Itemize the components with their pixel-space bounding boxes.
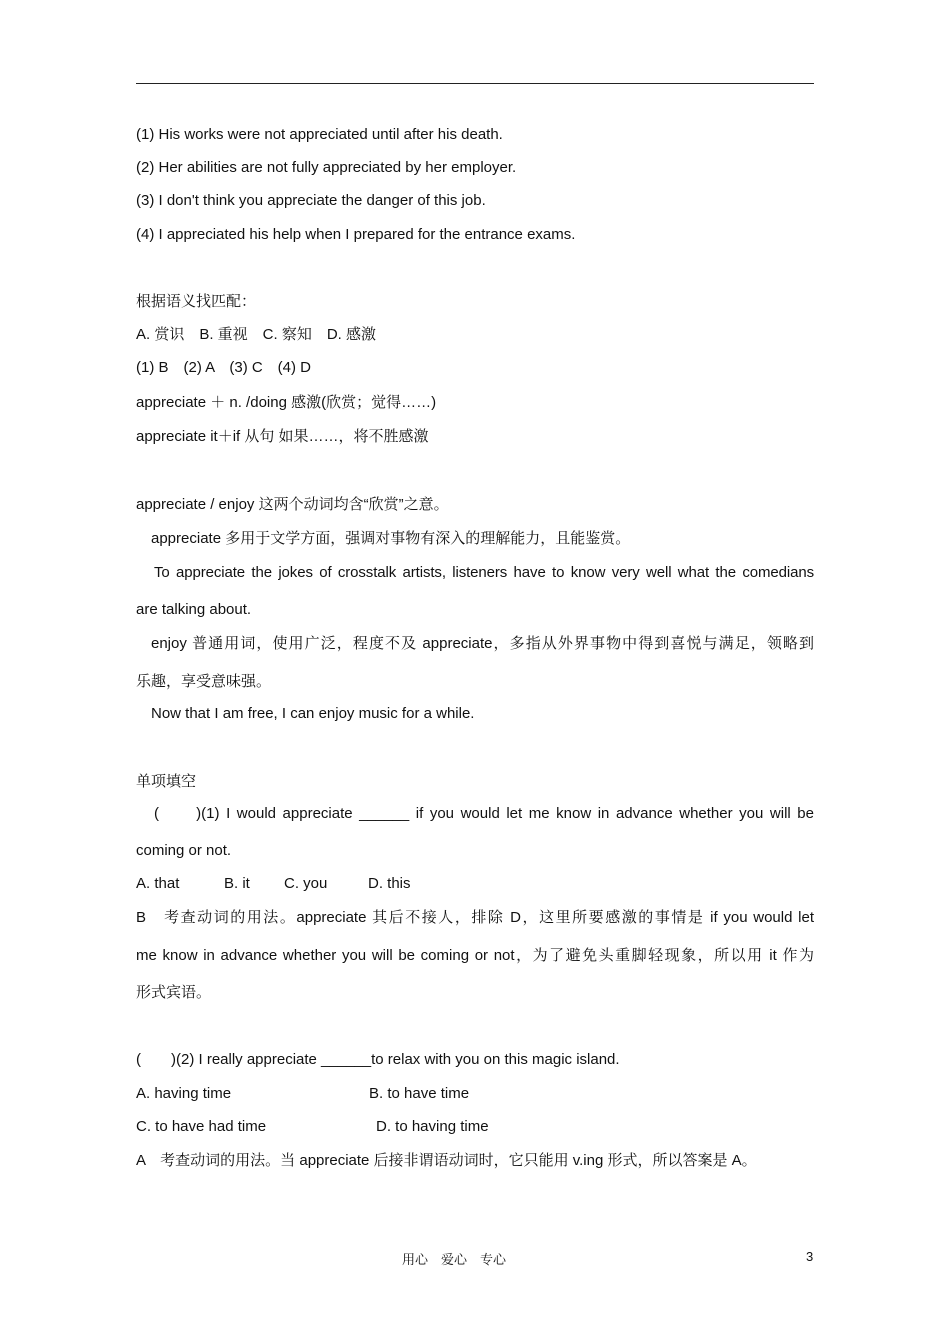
q1-option-b: B. it bbox=[224, 875, 250, 892]
footer-motto: 用心 爱心 专心 bbox=[402, 1252, 507, 1267]
q1-option-c: C. you bbox=[284, 875, 328, 892]
q1-explanation-2: me know in advance whether you will be coming or not，为了避免头重脚轻现象，所以用 it 作为 bbox=[136, 947, 814, 964]
q1-explanation-1: B 考查动词的用法。appreciate 其后不接人，排除 D，这里所要感激的事情是 if you would let bbox=[136, 909, 814, 926]
enjoy-description-2: 乐趣，享受意味强。 bbox=[136, 673, 272, 690]
q1-stem-1: ( )(1) I would appreciate ______ if you would let me know in advance whether you will be bbox=[154, 805, 814, 822]
enjoy-example: Now that I am free, I can enjoy music for a while. bbox=[151, 705, 475, 722]
q1-option-d: D. this bbox=[368, 875, 411, 892]
q1-options bbox=[136, 874, 814, 894]
q2-options-row-1 bbox=[136, 1084, 814, 1104]
q1-explanation-3: 形式宾语。 bbox=[136, 984, 212, 1001]
q2-stem: ( )(2) I really appreciate ______to relax with you on this magic island. bbox=[136, 1051, 620, 1068]
appreciate-example-1: To appreciate the jokes of crosstalk artists, listeners have to know very well what the comedians bbox=[154, 564, 814, 581]
example-sentence-4: (4) I appreciated his help when I prepared for the entrance exams. bbox=[136, 226, 576, 243]
q1-option-a: A. that bbox=[136, 875, 180, 892]
appreciate-example-2: are talking about. bbox=[136, 601, 252, 618]
q1-stem-2: coming or not. bbox=[136, 842, 232, 859]
q2-options-row-2 bbox=[136, 1117, 814, 1137]
usage-line-1: appreciate ＋ n. /doing 感激(欣赏；觉得……) bbox=[136, 394, 437, 411]
q2-explanation: A 考查动词的用法。当 appreciate 后接非谓语动词时，它只能用 v.ing 形式，所以答案是 A。 bbox=[136, 1152, 757, 1169]
q2-option-d: D. to having time bbox=[376, 1118, 489, 1135]
enjoy-description-1: enjoy 普通用词，使用广泛，程度不及 appreciate，多指从外界事物中得到喜悦与满足，领略到 bbox=[151, 635, 814, 652]
example-sentence-3: (3) I don't think you appreciate the danger of this job. bbox=[136, 192, 486, 209]
quiz-title: 单项填空 bbox=[136, 773, 197, 790]
example-sentence-1: (1) His works were not appreciated until after his death. bbox=[136, 126, 503, 143]
example-sentence-2: (2) Her abilities are not fully appreciated by her employer. bbox=[136, 159, 517, 176]
match-answers: (1) B (2) A (3) C (4) D bbox=[136, 359, 312, 376]
match-options: A. 赏识 B. 重视 C. 察知 D. 感激 bbox=[136, 326, 377, 343]
q2-option-c: C. to have had time bbox=[136, 1118, 267, 1135]
match-title: 根据语义找匹配： bbox=[136, 293, 257, 310]
header-rule bbox=[136, 83, 814, 84]
usage-line-2: appreciate it＋if 从句 如果……，将不胜感激 bbox=[136, 428, 429, 445]
compare-title: appreciate / enjoy 这两个动词均含“欣赏”之意。 bbox=[136, 496, 449, 513]
q2-option-b: B. to have time bbox=[369, 1085, 470, 1102]
page-number: 3 bbox=[806, 1249, 814, 1264]
q2-option-a: A. having time bbox=[136, 1085, 232, 1102]
appreciate-description: appreciate 多用于文学方面，强调对事物有深入的理解能力，且能鉴赏。 bbox=[151, 530, 631, 547]
